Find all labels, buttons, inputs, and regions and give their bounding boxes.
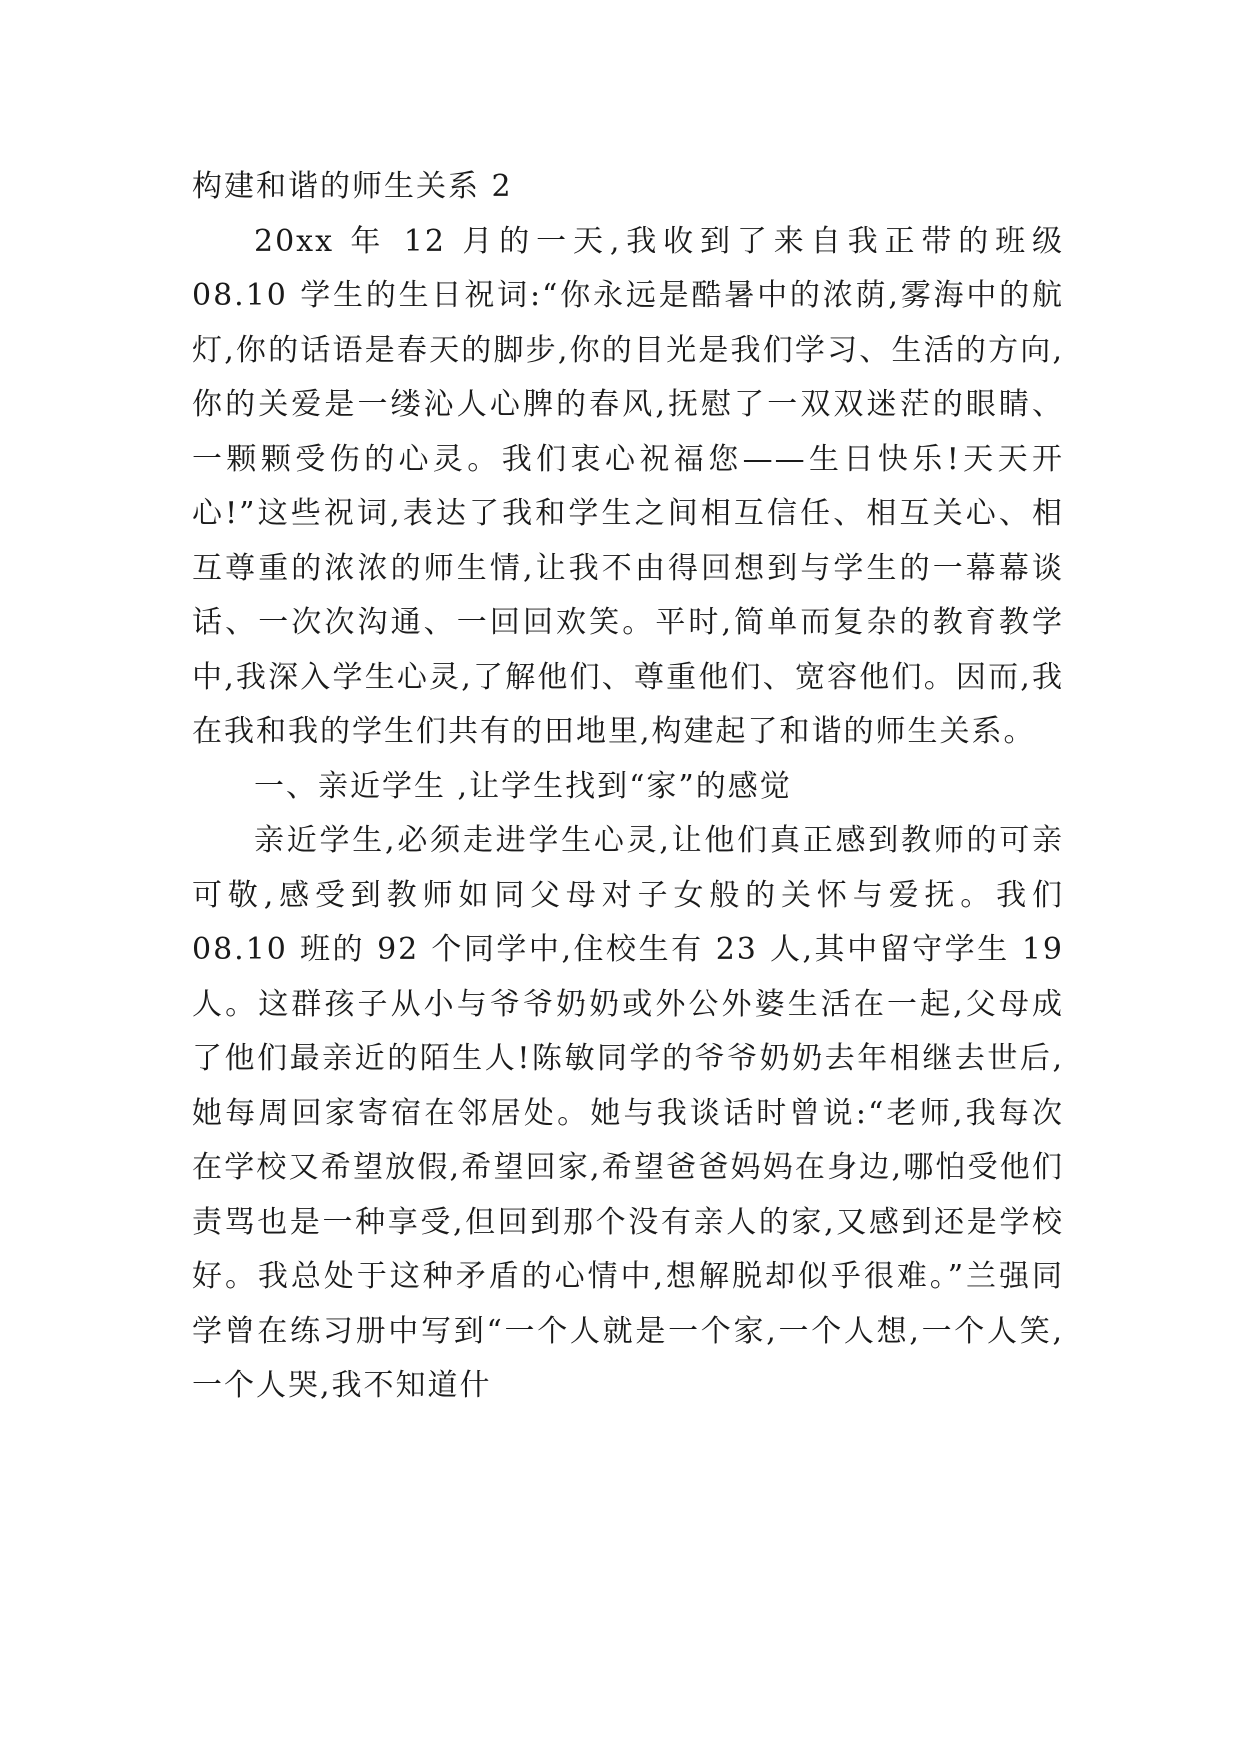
document-body: [192, 160, 1064, 1414]
paragraph-section-one: 亲近学生,必须走进学生心灵,让他们真正感到教师的可亲可敬,感受到教师如同父母对子女般的关怀与爱抚。我们 08.10 班的 92 个同学中,住校生有 23 人,其中留守学生 19 人。这群孩子从小与爷爷奶奶或外公外婆生活在一起,父母成了他们最亲近的陌生人!陈敏同学的爷爷奶奶去年相继去世后,她每周回家寄宿在邻居处。她与我谈话时曾说:“老师,我每次在学校又希望放假,希望回家,希望爸爸妈妈在身边,哪怕受他们责骂也是一种享受,但回到那个没有亲人的家,又感到还是学校好。我总处于这种矛盾的心情中,想解脱却似乎很难。”兰强同学曾在练习册中写到“一个人就是一个家,一个人想,一个人笑,一个人哭,我不知道什: [192, 823, 1064, 1403]
section-heading: 一、亲近学生 ,让学生找到“家”的感觉: [254, 768, 792, 804]
document-title: 构建和谐的师生关系 2: [192, 169, 513, 204]
paragraph-intro: 20xx 年 12 月的一天,我收到了来自我正带的班级 08.10 学生的生日祝词:“你永远是酷暑中的浓荫,雾海中的航灯,你的话语是春天的脚步,你的目光是我们学习、生活的方向,你的关爱是一缕沁人心脾的春风,抚慰了一双双迷茫的眼睛、一颗颗受伤的心灵。我们衷心祝福您——生日快乐!天天开心!”这些祝词,表达了我和学生之间相互信任、相互关心、相互尊重的浓浓的师生情,让我不由得回想到与学生的一幕幕谈话、一次次沟通、一回回欢笑。平时,简单而复杂的教育教学中,我深入学生心灵,了解他们、尊重他们、宽容他们。因而,我在我和我的学生们共有的田地里,构建起了和谐的师生关系。: [192, 223, 1064, 749]
